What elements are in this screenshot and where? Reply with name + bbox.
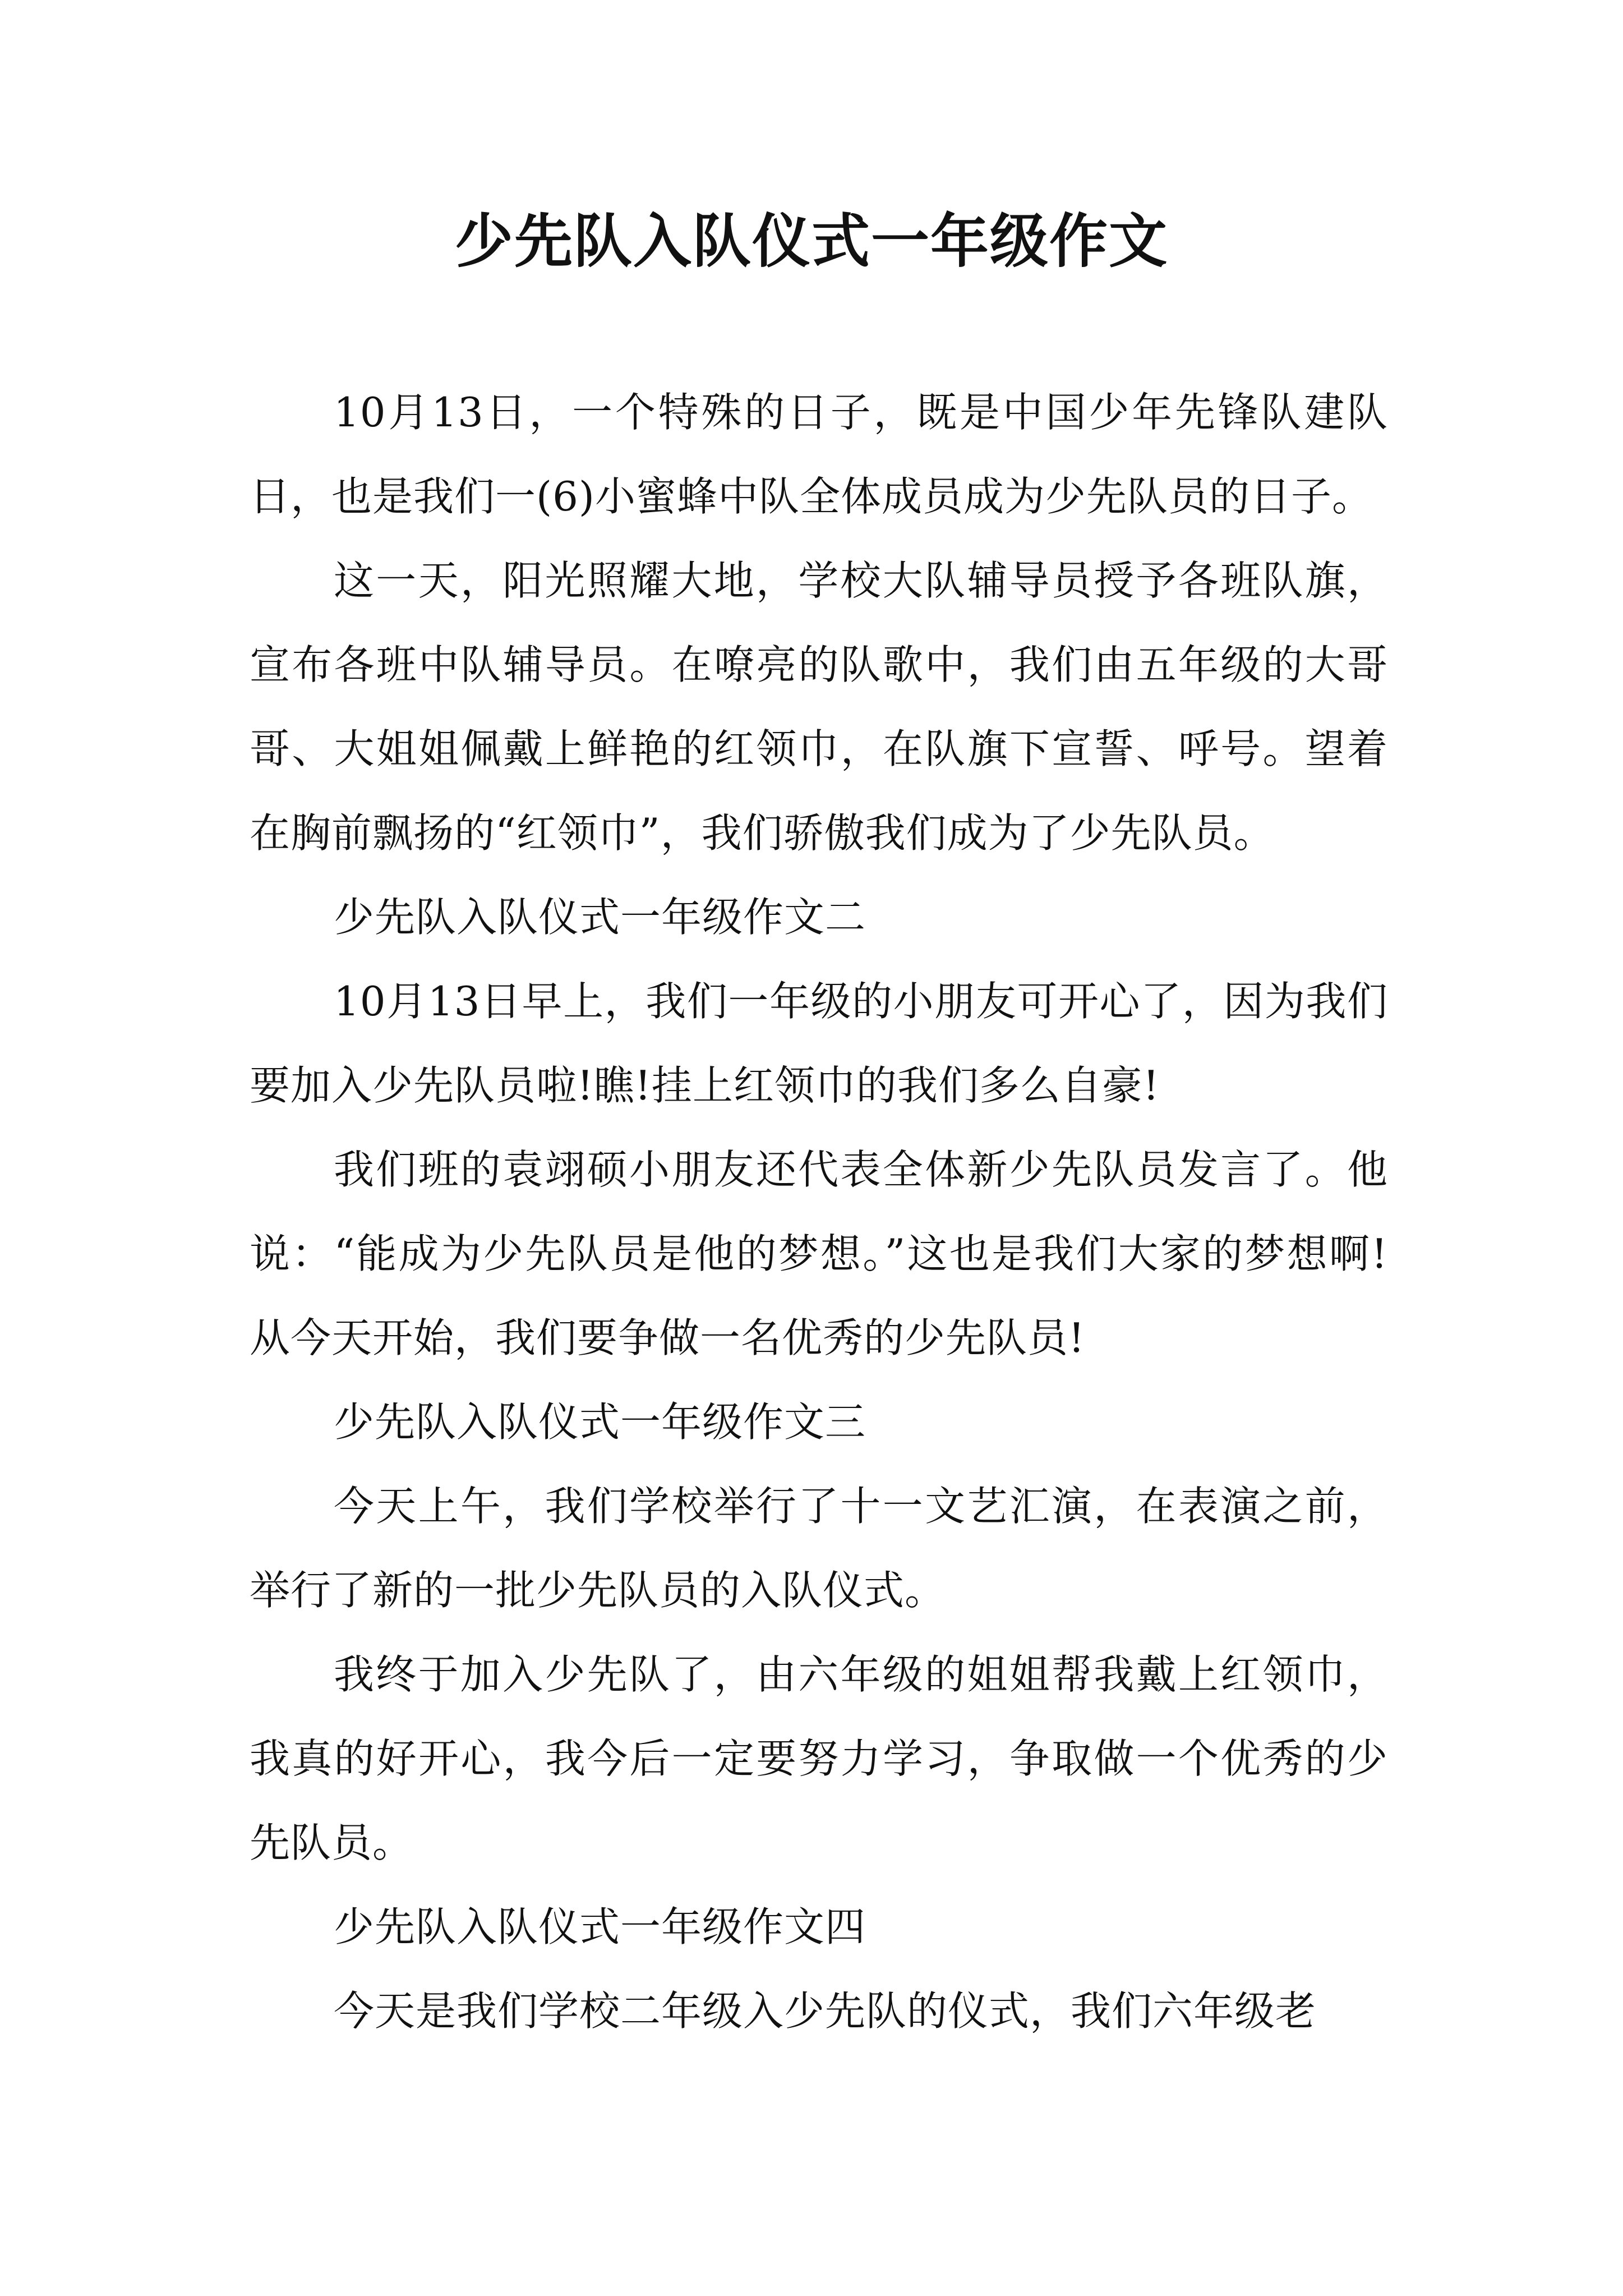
document-body xyxy=(250,370,1388,2053)
section-heading: 少先队入队仪式一年级作文四 xyxy=(334,1903,866,1950)
paragraph: 10月13日，一个特殊的日子，既是中国少年先锋队建队日，也是我们一(6)小蜜蜂中队全体成员成为少先队员的日子。 xyxy=(250,389,1388,520)
document-title: 少先队入队仪式一年级作文 xyxy=(454,206,1168,275)
paragraph: 10月13日早上，我们一年级的小朋友可开心了，因为我们要加入少先队员啦!瞧!挂上红领巾的我们多么自豪! xyxy=(250,978,1388,1109)
paragraph: 今天是我们学校二年级入少先队的仪式，我们六年级老 xyxy=(334,1987,1317,2035)
section-heading: 少先队入队仪式一年级作文三 xyxy=(334,1398,866,1446)
section-heading: 少先队入队仪式一年级作文二 xyxy=(334,894,866,941)
paragraph: 今天上午，我们学校举行了十一文艺汇演，在表演之前，举行了新的一批少先队员的入队仪式。 xyxy=(250,1483,1388,1614)
paragraph: 我们班的袁翊硕小朋友还代表全体新少先队员发言了。他说：“能成为少先队员是他的梦想。”这也是我们大家的梦想啊!从今天开始，我们要争做一名优秀的少先队员! xyxy=(250,1146,1388,1361)
paragraph: 这一天，阳光照耀大地，学校大队辅导员授予各班队旗，宣布各班中队辅导员。在嘹亮的队歌中，我们由五年级的大哥哥、大姐姐佩戴上鲜艳的红领巾，在队旗下宣誓、呼号。望着在胸前飘扬的“红领巾”，我们骄傲我们成为了少先队员。 xyxy=(250,557,1388,857)
paragraph: 我终于加入少先队了，由六年级的姐姐帮我戴上红领巾，我真的好开心，我今后一定要努力学习，争取做一个优秀的少先队员。 xyxy=(250,1651,1388,1866)
